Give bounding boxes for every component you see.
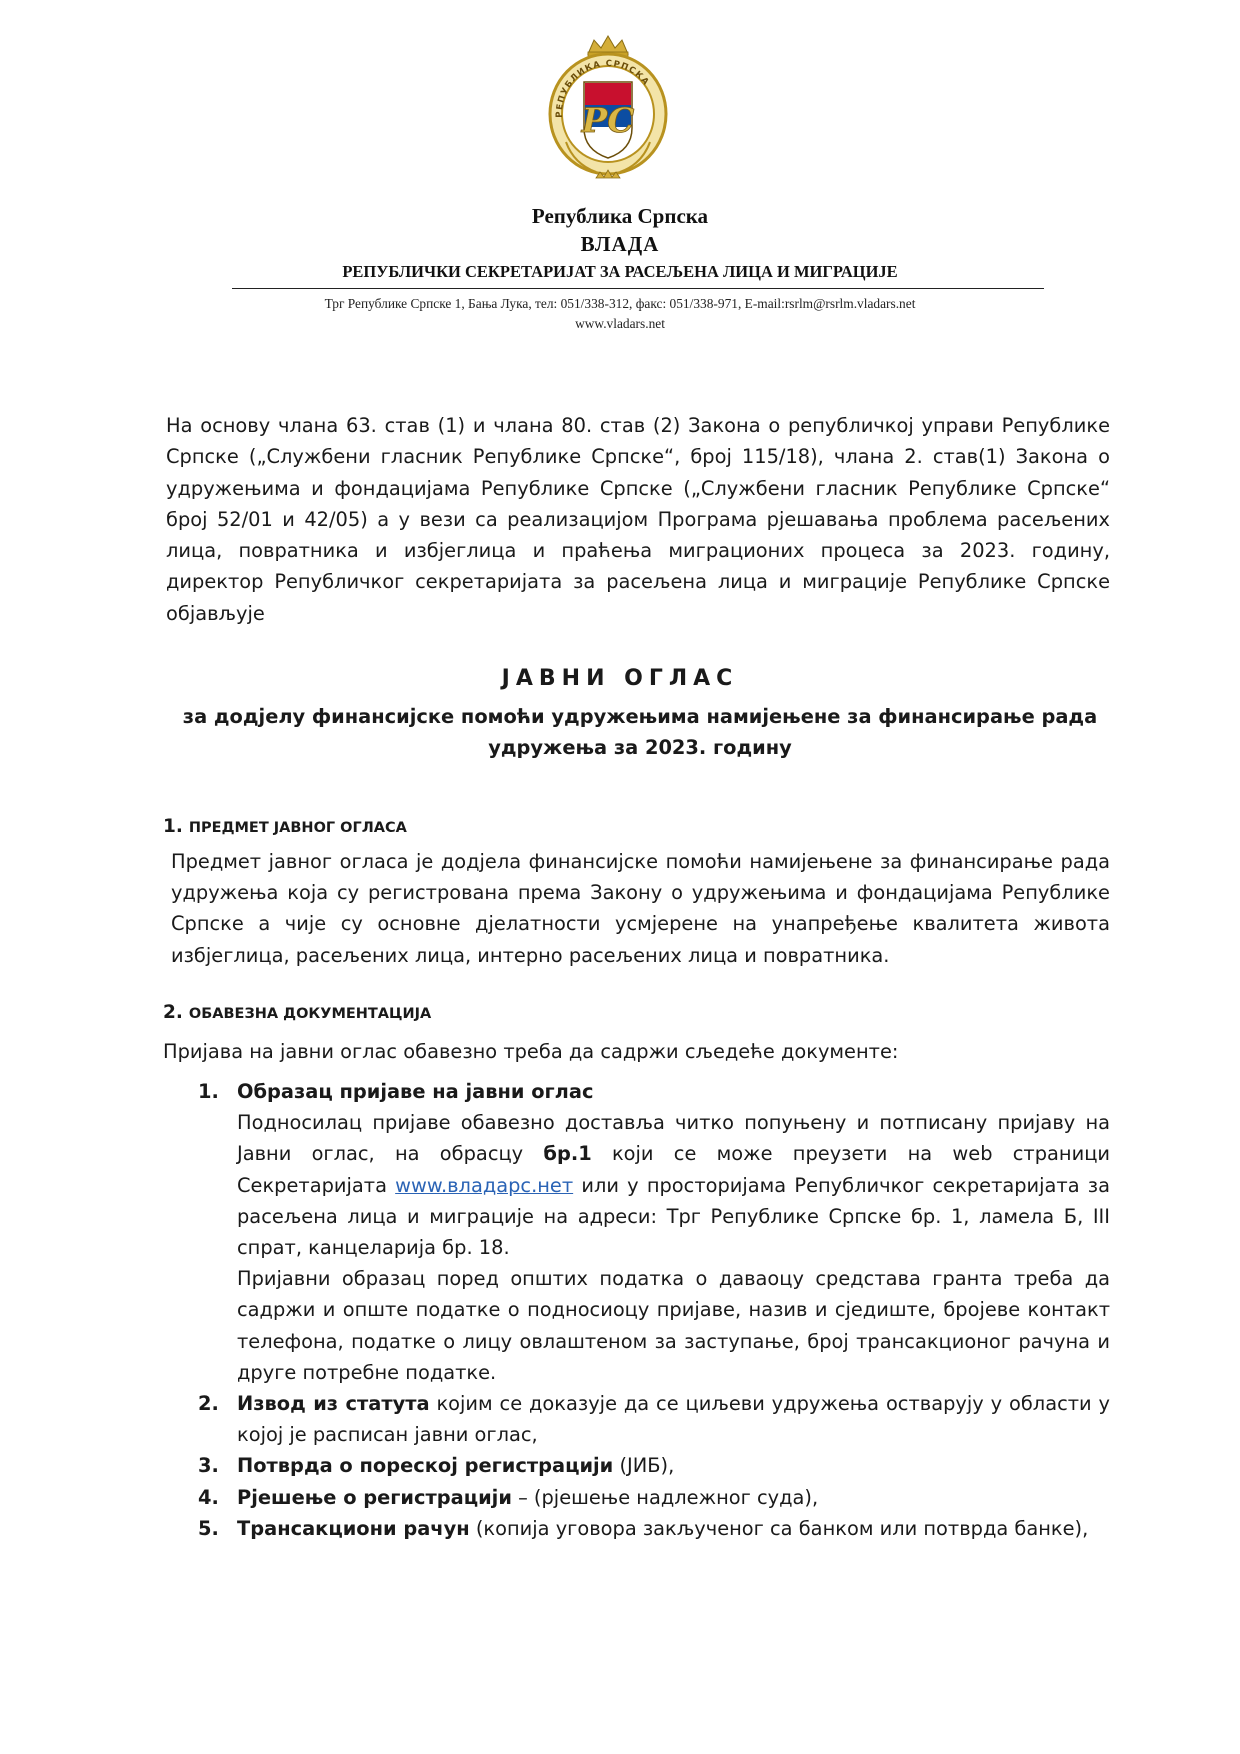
section-1-heading <box>163 816 407 837</box>
list-item-text: (копија уговора закљученог са банком или потврда банке), <box>469 1516 1089 1540</box>
section-1-number: 1. <box>163 816 183 837</box>
list-item-number: 4. <box>198 1485 219 1509</box>
list-item-text: – (рјешење надлежног суда), <box>511 1485 819 1509</box>
list-item <box>198 1482 1110 1513</box>
list-item-number: 2. <box>198 1392 219 1416</box>
intro-paragraph: На основу члана 63. став (1) и члана 80. став (2) Закона о републичкој управи Републике Српске („Службени гласник Републике Српске“, број 115/18), члана 2. став(1) Закона о удружењима и фондацијама Републике Српске („Службени гласник Републике Српске“ број 52/01 и 42/05) а у вези са реализацијом Програма рјешавања проблема расељених лица, повратника и избјеглица и праћења миграционих процеса за 2023. годину, директор Републичког секретаријата за расељена лица и миграције Републике Српске објављује <box>166 414 1110 625</box>
form-number: бр.1 <box>543 1142 592 1166</box>
svg-text:РС: РС <box>581 101 635 141</box>
announcement-subtitle: за додјелу финансијске помоћи удружењима намијењене за финансирање рада удружења за 2023. годину <box>182 705 1098 759</box>
header-website: www.vladars.net <box>575 316 665 331</box>
list-item <box>198 1076 1110 1388</box>
list-item-number: 3. <box>198 1454 219 1478</box>
announcement-title: ЈАВНИ ОГЛАС <box>501 666 739 691</box>
text-run: Подносилац пријаве обавезно доставља читко попуњену и потписану пријаву на Јавни оглас, на обрасцу <box>237 1111 1110 1166</box>
section-1-body: Предмет јавног огласа је додјела финансијске помоћи намијењене за финансирање рада удружења која су регистрована према Закону о удружењима и фондацијама Републике Српске а чије су основне дјелатности усмјерене на унапређење квалитета живота избјеглица, расељених лица, интерно расељених лица и повратника. <box>171 850 1110 967</box>
text-run: или у просторијама Републичког секретаријата за расељена лица и миграције на адреси: Трг Републике Српске бр. 1, ламела Б, III спрат, канцеларија бр. 18. <box>237 1173 1110 1260</box>
list-item <box>198 1450 1110 1481</box>
header-country: Република Српска <box>531 204 709 228</box>
list-item-title: Рјешење о регистрацији <box>237 1485 512 1509</box>
list-item-paragraph <box>237 1107 1110 1263</box>
section-2-heading <box>163 1002 431 1023</box>
text-run: који се може преузети на web страници Секретаријата <box>237 1142 1110 1197</box>
list-item <box>198 1388 1110 1450</box>
header-address: Трг Републике Српске 1, Бања Лука, тел: 051/338-312, факс: 051/338-971, E-mail:rsrlm@rsrlm.vladars.net <box>324 296 916 311</box>
list-item <box>198 1513 1110 1544</box>
list-item-text: (ЈИБ), <box>613 1454 675 1478</box>
republika-srpska-emblem <box>544 32 672 192</box>
header-secretariat: РЕПУБЛИЧКИ СЕКРЕТАРИЈАТ ЗА РАСЕЉЕНА ЛИЦА И МИГРАЦИЈЕ <box>342 262 898 281</box>
list-item-text: којим се доказује да се циљеви удружења остварују у области у којој је расписан јавни оглас, <box>237 1392 1110 1447</box>
header-government: ВЛАДА <box>580 232 660 256</box>
section-2-title: ОБАВЕЗНА ДОКУМЕНТАЦИЈА <box>188 1006 432 1022</box>
section-2-intro: Пријава на јавни оглас обавезно треба да садржи сљедеће документе: <box>163 1040 899 1063</box>
list-item-title: Извод из статута <box>237 1392 430 1416</box>
list-item-number: 5. <box>198 1516 219 1540</box>
list-item-title: Трансакциони рачун <box>237 1516 470 1540</box>
list-item-title: Потврда о пореској регистрацији <box>237 1454 614 1478</box>
required-documents-list <box>198 1076 1110 1544</box>
website-link[interactable]: www.владарс.нет <box>395 1173 574 1197</box>
list-item-title: Образац пријаве на јавни оглас <box>237 1080 594 1103</box>
list-item-number: 1. <box>198 1080 219 1103</box>
section-1-title: ПРЕДМЕТ ЈАВНОГ ОГЛАСА <box>188 820 407 836</box>
header-divider <box>232 288 1044 289</box>
list-item-paragraph: Пријавни образац поред општих податка о даваоцу средстава гранта треба да садржи и опште податке о подносиоцу пријаве, назив и сједиште, бројеве контакт телефона, податке о лицу овлаштеном за заступање, број трансакционог рачуна и друге потребне податке. <box>237 1267 1110 1384</box>
svg-text:РЕПУБЛИКА СРПСКА: РЕПУБЛИКА СРПСКА <box>555 58 652 118</box>
section-2-number: 2. <box>163 1002 183 1023</box>
